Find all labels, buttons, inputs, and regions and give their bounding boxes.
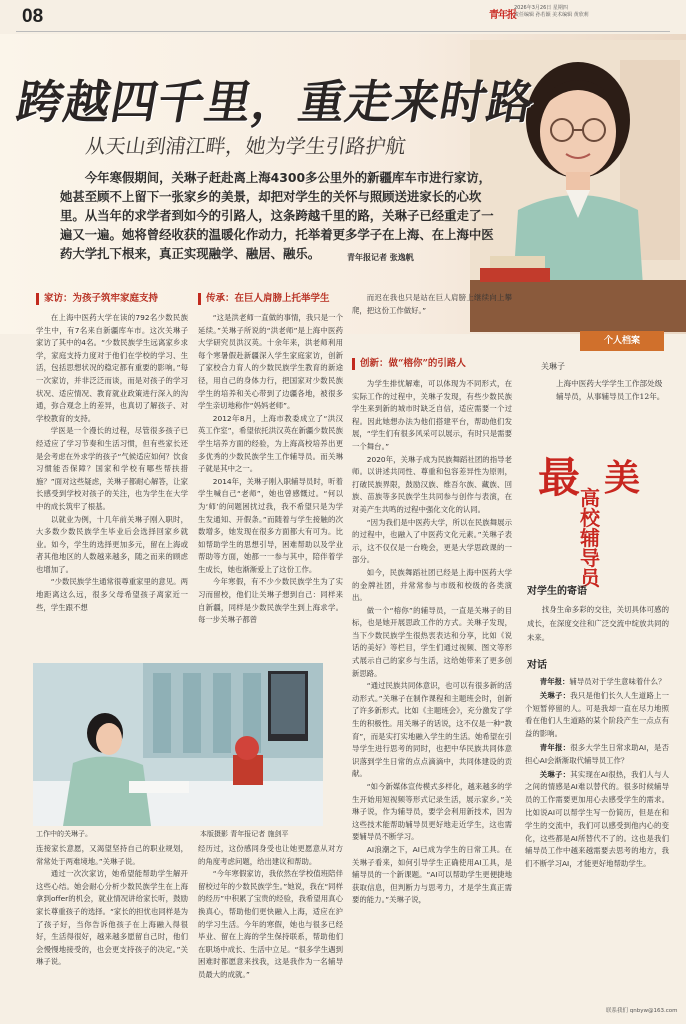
award-title-rest: 高校辅导员 [580, 486, 600, 590]
article-column-3 [352, 378, 512, 988]
office-scene-illustration [33, 663, 323, 826]
paragraph: 2014年，关琳子刚入职辅导员时，听着学生喊自己“老师”，她也曾感慨过。“何以为‘师’的问题困扰过我，我不希望只是为学生发通知、开假条。”而随着与学生接触的次数增多，她发现在很多方面都大有可为。比如帮助学生的思想引导，困难帮助以及学业帮助等方面，她都一一参与其中，陪伴着学生成长，她也渐渐爱上了这份工作。 [198, 476, 343, 574]
dialog-speaker: 青年报： [539, 742, 571, 752]
header-info [514, 5, 674, 19]
section-title-legacy: 传承：在巨人肩膀上托举学生 [198, 290, 348, 308]
dialog-turn [525, 769, 669, 871]
paragraph: 而迟在我也只是站在巨人肩膀上继续向上攀爬，把这份工作做好。” [352, 293, 512, 315]
paragraph: 连接家长意愿，又渴望坚持自己的职业规划，常常处于两难境地。”关琳子说。 [36, 844, 188, 866]
paragraph: 通过一次次家访，她希望能帮助学生解开这些心结。她会耐心分析少数民族学生在上海拿到offer的机会，就业情况讲给家长听，鼓励家长尊重孩子的选择。“家长的担忧也同样是为了孩子好，当你告诉他孩子在上海融入得很好，生活得很好，越来越多愿留自己时，他们会慢慢地接受的，也会更支持孩子的决定。”关琳子说。 [36, 869, 188, 967]
dialog-text: 其实现在AI很热，我们人与人之间的情感是AI难以替代的。很多时候辅导员的工作需要更加用心去感受学生的需求。比如说AI可以帮学生写一份简历，但是在和学生的交流中，我们可以感受到他内心的变化，这些都是AI所替代不了的。这也是我们辅导员工作中越来越需要去思考的地方，我们不断学习AI，才能更好地帮助学生。 [525, 769, 669, 869]
paragraph: 做一个“榕你”的辅导员，一直是关琳子的目标，也是她开展思政工作的方式。关琳子发现，当下少数民族学生很热衷表达和分享，比如《说话的美好》等栏目，学生们通过视频、图文等形式展示自己的家乡与生活，这给她带来了更多创新思路。 [352, 605, 512, 678]
newspaper-logo: 青年报 [489, 10, 516, 21]
dialog-block [525, 676, 669, 872]
header-divider [16, 31, 670, 32]
page-header [0, 0, 686, 34]
article-column-2-bottom [198, 843, 343, 993]
paragraph: 为学生排忧解难，可以体现为不同形式，在实际工作的过程中，关琳子发现，有些少数民族学生来到新的城市时缺乏自信，适应需要一个过程。因此她想办法为他们搭建平台，帮助他们发展，“学生们有很多风采可以展示，有时只是需要一个舞台。” [352, 379, 512, 451]
dialog-speaker: 关琳子： [539, 769, 571, 779]
headline: 跨越四千里，重走来时路 [12, 75, 540, 129]
paragraph: “如今新媒体宣传模式多样化，越来越多的学生开始用短视频等形式记录生活，展示家乡。”关琳子说，作为辅导员，要学会利用新技术，因为这些技术能帮助辅导员更好地走近学生，这也需要辅导员不断学习。 [352, 782, 512, 842]
footer-contact: 联系我们 qnbyw@163.com [606, 1008, 678, 1014]
paragraph: 以就业为例，十几年前关琳子刚入职时，大多数少数民族学生毕业后会选择回家乡就业。如今，学生的选择更加多元，留在上海或者其他地区的人数越来越多，随之而来的顾虑也增加了。 [36, 514, 188, 574]
dialog-speaker: 青年报： [539, 677, 570, 686]
office-photo [33, 663, 323, 826]
award-title-char-2: 美 [604, 457, 641, 499]
header-date: 2026年3月26日 星期四 [514, 5, 568, 11]
award-title-char-1: 最 [538, 453, 581, 502]
profile-name: 关琳子 [541, 362, 565, 371]
dialog-turn [525, 676, 669, 689]
paragraph: AI浪潮之下，AI已成为学生的日常工具。在关琳子看来，如何引导学生正确使用AI工具，是辅导员的一个新课题。“AI可以帮助学生更便捷地获取信息，但判断力与思考力，才是学生真正需要的能力。”关琳子说， [352, 844, 512, 905]
subheadline: 从天山到浦江畔，她为学生引路护航 [84, 134, 408, 158]
paragraph: 在上海中医药大学在读的792名少数民族学生中，有7名来自新疆库车市。这次关琳子家访了其中的4名。“少数民族学生远离家乡求学，家庭支持力度对于他们在学校的学习、生活，包括思想状况的稳定都有重要的影响。”每一次家访，并非泛泛而谈，而是对孩子的学习状况、适应情况、教育就业政策进行深入的沟通，弥合观念上的差异，也真切了解孩子、对学校教育的支持。 [36, 313, 188, 423]
dialog-text: 很多大学生日常求助AI，是否担心AI会渐渐取代辅导员工作？ [525, 742, 669, 765]
article-column-2 [198, 312, 343, 662]
dialog-heading: 对话 [527, 660, 547, 671]
paragraph: “通过民族共同体意识，也可以有很多新的活动形式。”关琳子在制作课程和主题班会时，创新了许多新形式。比如《主题班会》，充分激发了学生的积极性。用关琳子的话说，这不仅是一种“教育”，而是实打实地融入学生的生活。她希望在引导学生进行思考的同时，也把中华民族共同体意识落到学生日常的点点滴滴中，共同体建设的贡献。 [352, 681, 512, 779]
lead-paragraph: 今年寒假期间，关琳子赶赴离上海4300多公里外的新疆库车市进行家访，她甚至顾不上留下一张家乡的美景，却把对学生的关怀与照顾送进家长的心坎里。从当年的求学者到如今的引路人，这条跨越千里的路，关琳子已经重走了一遍又一遍。她将曾经收获的温暖化作动力，托举着更多学子在上海、在上海中医药大学扎下根来，真正实现融学、融居、融乐。 [60, 170, 494, 261]
article-column-1-bottom [36, 843, 188, 993]
page-number: 08 [22, 6, 44, 27]
paragraph: 2012年8月，上海市教委成立了“洪汉英工作室”，希望依托洪汉英在新疆少数民族学生培养方面的经验，为上海高校培养出更多优秀的少数民族学生工作辅导员。而关琳子就是其中之一。 [198, 413, 343, 474]
profile-description: 上海中医药大学学生工作部处级辅导员，从事辅导员工作12年。 [556, 379, 665, 401]
quote-heading: 对学生的寄语 [527, 586, 587, 597]
byline: 青年报记者 张逸帆 [347, 253, 414, 262]
quote-text: 找身生命多彩的交往，关切具体可感的成长，在深度交往和广泛交流中绽放共同的未来。 [527, 605, 669, 642]
paragraph: “今年寒假家访，我依然在学校值班陪伴留校过年的少数民族学生。”她说，我在“同样的经历”中积累了宝贵的经验，我希望用真心换真心，帮助他们更快融入上海，适应在沪的学习生活。今年的寒假，她也与很多已经毕业、留在上海的学生保持联系，帮助他们在职场中成长、生活中立足。“很多学生遇到困难时都愿意来找我，这是我作为一名辅导员最大的成就。” [198, 869, 343, 979]
dialog-turn [525, 742, 669, 768]
dialog-text: 辅导员对于学生意味着什么？ [569, 677, 666, 686]
dialog-text: 我只是他们长久人生道路上一个短暂停留的人。可是我却一直在尽力地照看在他们人生道路的某个阶段产生一点点有益的影响。 [525, 690, 669, 739]
photo-credit: 本版摄影 青年报记者 施剑平 [200, 830, 289, 838]
article-column-3-top [352, 292, 512, 352]
header-editors: 责任编辑 孙若颖 美术编辑 黄欣莉 [514, 12, 589, 18]
section-title-innovation: 创新：做“榕你”的引路人 [352, 355, 512, 373]
paragraph: 经历过，这份感同身受也让她更愿意从对方的角度考虑问题，给出建议和帮助。 [198, 844, 343, 866]
paragraph: 2020年，关琳子成为民族舞蹈社团的指导老师。以讲述共同性、尊重和包容差异性为原则，打破民族界限，鼓励汉族、维吾尔族、藏族、回族、苗族等多民族学生共同参与创作与表演，在对美产生共鸣的过程中强化文化的认同。 [352, 454, 512, 514]
dialog-speaker: 关琳子： [539, 690, 571, 700]
paragraph: “因为我们是中医药大学，所以在民族舞展示的过程中，也融入了中医药文化元素。”关琳子表示，这不仅仅是一台晚会，更是大学思政课的一部分。 [352, 517, 512, 565]
profile-tag: 个人档案 [580, 331, 664, 351]
section-title-family: 家访：为孩子筑牢家庭支持 [36, 290, 186, 308]
dialog-turn [525, 690, 669, 741]
photo-caption: 工作中的关琳子。 [36, 830, 92, 838]
paragraph: 如今，民族舞蹈社团已经是上海中医药大学的金牌社团，并常常参与市级和校级的各类演出。 [352, 567, 512, 603]
paragraph: “少数民族学生通常很尊重家里的意见。两地距离这么远，很多父母希望孩子离家近一些，学生跟不想 [36, 577, 188, 612]
paragraph: “这是洪老师一直做的事情，我只是一个延续。”关琳子所说的“洪老师”是上海中医药大学研究员洪汉英。十余年来，洪老师利用每个寒暑假赴新疆深入学生家庭家访，创新了家校合力育人的少数民族学生教育的新途径，用自己的身体力行，把国家对少数民族学生的培养和关心带到了边疆各地，被很多学生亲切地称作“妈妈老师”。 [198, 313, 343, 411]
paragraph: 学医是一个漫长的过程，尽管很多孩子已经适应了学习节奏和生活习惯，但有些家长还是会考虑在外求学的孩子“气候适应如何？饮食习惯能否保障？国家和学校有哪些帮扶措施？”面对这些疑虑，关琳子都耐心解答，让家长感受到学校对孩子的关注，也为学生在大学中的成长筑牢了根基。 [36, 426, 188, 511]
paragraph: 今年寒假，有不少少数民族学生为了实习而留校，他们让关琳子想到自己：同样来自新疆，同样是少数民族学生到上海求学。每一步关琳子都曾 [198, 577, 343, 625]
article-column-1 [36, 312, 188, 662]
